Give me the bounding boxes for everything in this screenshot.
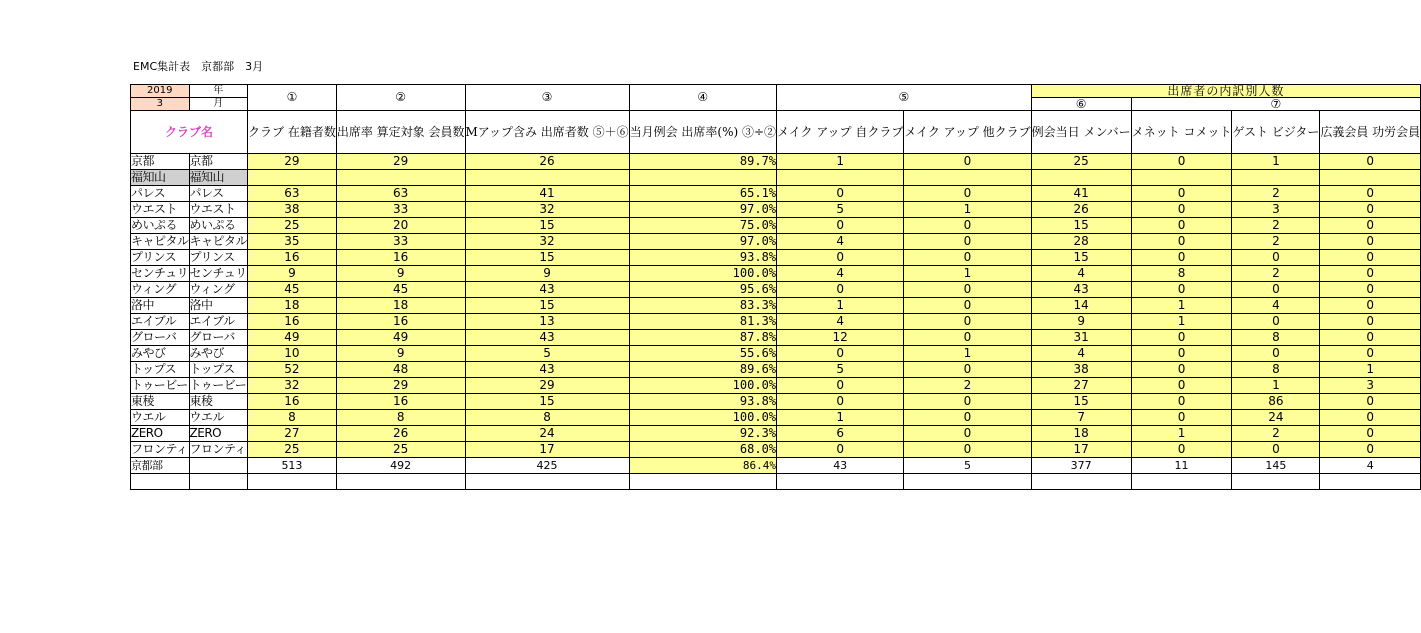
table-cell: 6: [777, 426, 904, 442]
header-makeup-own: メイク アップ 自クラブ: [777, 111, 904, 154]
table-cell: 0: [777, 442, 904, 458]
club-name: 東稜: [131, 394, 190, 410]
table-cell: 33: [336, 202, 465, 218]
month-value: 3: [131, 98, 190, 111]
table-cell: 3: [1320, 378, 1421, 394]
table-cell: 93.8%: [629, 394, 776, 410]
table-cell: 0: [1232, 282, 1320, 298]
total-cell: 145: [1232, 458, 1320, 474]
table-cell: 3: [1232, 202, 1320, 218]
table-cell: 86: [1232, 394, 1320, 410]
table-cell: 0: [904, 442, 1031, 458]
table-cell: 29: [248, 154, 337, 170]
table-cell: 0: [1320, 298, 1421, 314]
table-cell: 81.3%: [629, 314, 776, 330]
table-cell: 26: [336, 426, 465, 442]
header-enrolled: クラブ 在籍者数: [248, 111, 337, 154]
table-cell: 0: [904, 154, 1031, 170]
table-row: [131, 330, 1421, 346]
club-name: センチュリ: [131, 266, 189, 280]
blank-cell: [1031, 474, 1131, 490]
table-cell: 89.6%: [629, 362, 776, 378]
table-cell: 0: [777, 394, 904, 410]
club-name: 福知山: [131, 170, 190, 186]
table-cell: 0: [1131, 250, 1232, 266]
table-cell: 95.6%: [629, 282, 776, 298]
table-cell: 0: [1320, 330, 1421, 346]
table-cell: 5: [465, 346, 629, 362]
club-name-alt: フロンティ: [189, 442, 247, 456]
table-cell: 0: [777, 186, 904, 202]
table-cell: 65.1%: [629, 186, 776, 202]
table-cell: 32: [248, 378, 337, 394]
table-cell: 0: [1131, 330, 1232, 346]
table-row: [131, 314, 1421, 330]
table-cell: 97.0%: [629, 234, 776, 250]
table-cell: 0: [777, 218, 904, 234]
table-cell: [629, 170, 776, 186]
table-cell: 0: [1131, 346, 1232, 362]
table-cell: 43: [465, 362, 629, 378]
table-cell: 24: [465, 426, 629, 442]
table-cell: 29: [336, 378, 465, 394]
table-cell: 52: [248, 362, 337, 378]
table-cell: 83.3%: [629, 298, 776, 314]
club-name-alt: めいぷる: [189, 218, 248, 234]
table-row: [131, 410, 1421, 426]
table-cell: 97.0%: [629, 202, 776, 218]
table-row: [131, 154, 1421, 170]
table-cell: 2: [1232, 426, 1320, 442]
table-cell: 0: [904, 394, 1031, 410]
table-cell: 0: [904, 314, 1031, 330]
table-cell: 0: [1320, 186, 1421, 202]
table-cell: 16: [336, 394, 465, 410]
table-cell: 0: [777, 378, 904, 394]
table-cell: 15: [1031, 250, 1131, 266]
table-cell: 16: [336, 314, 465, 330]
table-cell: 2: [1232, 218, 1320, 234]
table-cell: 0: [1131, 410, 1232, 426]
table-cell: 0: [1232, 442, 1320, 458]
table-cell: 38: [248, 202, 337, 218]
total-label-blank: [189, 458, 248, 474]
table-cell: 16: [336, 250, 465, 266]
club-name-alt: ウエル: [189, 410, 248, 426]
table-row: [131, 186, 1421, 202]
year-label: 年: [189, 85, 248, 98]
table-cell: 1: [1131, 426, 1232, 442]
table-cell: 0: [1131, 218, 1232, 234]
blank-cell: [777, 474, 904, 490]
table-cell: 9: [248, 266, 337, 282]
table-cell: 4: [1232, 298, 1320, 314]
table-row: [131, 250, 1421, 266]
club-name-alt: ウィング: [189, 282, 248, 298]
table-cell: 0: [1320, 394, 1421, 410]
table-cell: 8: [465, 410, 629, 426]
table-cell: [1131, 170, 1232, 186]
table-cell: 16: [248, 314, 337, 330]
club-name: パレス: [131, 186, 190, 202]
table-cell: 8: [1232, 362, 1320, 378]
blank-cell: [465, 474, 629, 490]
table-cell: 43: [465, 282, 629, 298]
table-row: [131, 346, 1421, 362]
blank-cell: [629, 474, 776, 490]
table-cell: 8: [1232, 330, 1320, 346]
club-name: トップス: [131, 362, 190, 378]
table-cell: 100.0%: [629, 266, 776, 282]
club-name-alt: 京都: [189, 154, 248, 170]
table-row: [131, 426, 1421, 442]
header-meeting-members: 例会当日 メンバー: [1031, 111, 1131, 154]
table-cell: 0: [904, 218, 1031, 234]
table-cell: 9: [465, 266, 629, 282]
table-cell: 17: [465, 442, 629, 458]
blank-cell: [189, 474, 248, 490]
table-cell: 27: [1031, 378, 1131, 394]
table-cell: 16: [248, 250, 337, 266]
table-cell: 1: [904, 202, 1031, 218]
table-cell: 100.0%: [629, 410, 776, 426]
table-cell: 43: [465, 330, 629, 346]
table-cell: 0: [777, 282, 904, 298]
table-cell: 5: [777, 362, 904, 378]
header-attendees: Mアップ含み 出席者数 ⑤＋⑥: [465, 111, 629, 154]
table-cell: 89.7%: [629, 154, 776, 170]
table-cell: 4: [777, 234, 904, 250]
table-cell: 0: [1232, 250, 1320, 266]
table-cell: 38: [1031, 362, 1131, 378]
club-name: プリンス: [131, 250, 190, 266]
table-cell: [1232, 170, 1320, 186]
blank-cell: [1232, 474, 1320, 490]
col-number-4: ④: [629, 85, 776, 111]
club-name-alt: ZERO: [189, 426, 248, 442]
table-cell: 41: [1031, 186, 1131, 202]
club-name-alt: 福知山: [189, 170, 248, 186]
table-cell: 15: [1031, 394, 1131, 410]
table-cell: 45: [248, 282, 337, 298]
table-cell: 18: [336, 298, 465, 314]
table-cell: [1031, 170, 1131, 186]
table-cell: 32: [465, 234, 629, 250]
table-cell: 0: [1131, 442, 1232, 458]
table-cell: 87.8%: [629, 330, 776, 346]
header-attendance-rate: 当月例会 出席率(%) ③÷②: [629, 111, 776, 154]
club-name: みやび: [131, 346, 190, 362]
table-cell: 4: [1031, 266, 1131, 282]
table-cell: 16: [248, 394, 337, 410]
table-cell: 9: [336, 346, 465, 362]
table-cell: 24: [1232, 410, 1320, 426]
year-value: 2019: [131, 85, 190, 98]
club-name-alt: パレス: [189, 186, 248, 202]
table-cell: 0: [904, 250, 1031, 266]
table-cell: 29: [465, 378, 629, 394]
table-cell: 18: [248, 298, 337, 314]
blank-cell: [248, 474, 337, 490]
club-name-alt: グローバ: [189, 330, 248, 346]
table-cell: 15: [465, 394, 629, 410]
total-row: [131, 458, 1421, 474]
table-cell: 48: [336, 362, 465, 378]
table-cell: 27: [248, 426, 337, 442]
club-name-alt: 東稜: [189, 394, 248, 410]
table-cell: 1: [1232, 154, 1320, 170]
table-cell: 0: [1131, 154, 1232, 170]
club-name: グローバ: [131, 330, 190, 346]
table-cell: 0: [1320, 250, 1421, 266]
table-cell: 1: [777, 410, 904, 426]
table-cell: 31: [1031, 330, 1131, 346]
table-cell: 29: [336, 154, 465, 170]
table-cell: 25: [1031, 154, 1131, 170]
club-name-alt: みやび: [189, 346, 248, 362]
club-name: トゥービー: [131, 378, 188, 392]
table-cell: 0: [1320, 154, 1421, 170]
table-cell: 55.6%: [629, 346, 776, 362]
table-cell: 9: [1031, 314, 1131, 330]
total-cell: 11: [1131, 458, 1232, 474]
blank-cell: [1131, 474, 1232, 490]
table-cell: 0: [904, 362, 1031, 378]
table-cell: [248, 170, 337, 186]
table-cell: [777, 170, 904, 186]
total-cell: 492: [336, 458, 465, 474]
table-cell: 10: [248, 346, 337, 362]
header-eligible-members: 出席率 算定対象 会員数: [336, 111, 465, 154]
club-name-alt: トゥービー: [189, 378, 247, 392]
club-name: めいぷる: [131, 218, 190, 234]
club-name: キャピタル: [131, 234, 189, 248]
table-cell: 0: [904, 298, 1031, 314]
table-cell: 0: [1232, 346, 1320, 362]
header-menettes: メネット コメット: [1131, 111, 1232, 154]
table-cell: 0: [1320, 410, 1421, 426]
table-row: [131, 202, 1421, 218]
club-name-alt: 洛中: [189, 298, 248, 314]
table-cell: 25: [248, 218, 337, 234]
table-cell: 33: [336, 234, 465, 250]
total-cell: 43: [777, 458, 904, 474]
club-name-alt: ウエスト: [189, 202, 248, 218]
club-name: 洛中: [131, 298, 190, 314]
table-cell: 0: [1320, 346, 1421, 362]
table-cell: 0: [904, 282, 1031, 298]
table-cell: 0: [777, 250, 904, 266]
month-label: 月: [189, 98, 248, 111]
table-cell: 8: [1131, 266, 1232, 282]
table-row: [131, 394, 1421, 410]
table-cell: 15: [465, 218, 629, 234]
table-cell: 0: [1131, 186, 1232, 202]
table-cell: [465, 170, 629, 186]
col-number-2: ②: [336, 85, 465, 111]
table-cell: 9: [336, 266, 465, 282]
total-cell: 5: [904, 458, 1031, 474]
total-cell: 377: [1031, 458, 1131, 474]
table-cell: 41: [465, 186, 629, 202]
table-cell: 63: [336, 186, 465, 202]
table-cell: 20: [336, 218, 465, 234]
table-cell: 93.8%: [629, 250, 776, 266]
table-cell: 0: [904, 330, 1031, 346]
table-cell: 2: [1232, 186, 1320, 202]
club-name: エイブル: [131, 314, 190, 330]
total-cell: 513: [248, 458, 337, 474]
table-cell: 0: [1232, 314, 1320, 330]
blank-row: [131, 474, 1421, 490]
table-cell: 13: [465, 314, 629, 330]
table-cell: 32: [465, 202, 629, 218]
table-cell: 4: [777, 266, 904, 282]
table-cell: 15: [1031, 218, 1131, 234]
table-cell: 1: [1131, 314, 1232, 330]
table-cell: 15: [465, 250, 629, 266]
header-guests: ゲスト ビジター: [1232, 111, 1320, 154]
table-cell: 0: [1131, 378, 1232, 394]
club-name: ウエスト: [131, 202, 190, 218]
table-cell: 45: [336, 282, 465, 298]
table-cell: 0: [777, 346, 904, 362]
document-title: EMC集計表 京都部 3月: [133, 60, 264, 73]
table-cell: 2: [1232, 266, 1320, 282]
col-number-5: ⑤: [777, 85, 1032, 111]
total-label: 京都部: [131, 458, 190, 474]
col-number-3: ③: [465, 85, 629, 111]
table-cell: 1: [1131, 298, 1232, 314]
total-cell: 425: [465, 458, 629, 474]
blank-cell: [131, 474, 190, 490]
table-row: [131, 362, 1421, 378]
aggregate-table: [130, 84, 1421, 490]
table-cell: 4: [1031, 346, 1131, 362]
table-cell: 28: [1031, 234, 1131, 250]
table-cell: 0: [1131, 234, 1232, 250]
table-row: [131, 170, 1421, 186]
table-cell: 8: [336, 410, 465, 426]
club-name-alt: センチュリ: [189, 266, 247, 280]
blank-cell: [904, 474, 1031, 490]
table-row: [131, 378, 1421, 394]
table-row: [131, 442, 1421, 458]
blank-cell: [1320, 474, 1421, 490]
table-row: [131, 298, 1421, 314]
attendance-breakdown-header: 出席者の内訳別人数: [1031, 85, 1421, 98]
table-cell: 0: [904, 410, 1031, 426]
table-cell: 26: [1031, 202, 1131, 218]
table-cell: 63: [248, 186, 337, 202]
blank-cell: [336, 474, 465, 490]
table-cell: 100.0%: [629, 378, 776, 394]
header-honorary: 広義会員 功労会員: [1320, 111, 1421, 154]
table-cell: 12: [777, 330, 904, 346]
table-cell: 0: [1131, 282, 1232, 298]
table-cell: 25: [248, 442, 337, 458]
table-row: [131, 218, 1421, 234]
table-cell: 14: [1031, 298, 1131, 314]
club-name: ウエル: [131, 410, 190, 426]
table-cell: 0: [1131, 362, 1232, 378]
table-cell: 0: [1320, 202, 1421, 218]
club-name-alt: トップス: [189, 362, 248, 378]
club-name-alt: エイブル: [189, 314, 248, 330]
table-cell: 0: [1320, 314, 1421, 330]
table-cell: 15: [465, 298, 629, 314]
table-row: [131, 266, 1421, 282]
table-cell: 0: [1320, 442, 1421, 458]
table-cell: 0: [1131, 202, 1232, 218]
table-cell: 18: [1031, 426, 1131, 442]
total-cell: 4: [1320, 458, 1421, 474]
club-name: 京都: [131, 154, 190, 170]
table-cell: [1320, 170, 1421, 186]
table-cell: 1: [1320, 362, 1421, 378]
table-cell: 7: [1031, 410, 1131, 426]
table-cell: 5: [777, 202, 904, 218]
table-cell: [904, 170, 1031, 186]
table-cell: 1: [904, 266, 1031, 282]
table-cell: 0: [1320, 266, 1421, 282]
table-body: [131, 85, 1421, 490]
table-cell: 25: [336, 442, 465, 458]
table-cell: 4: [777, 314, 904, 330]
table-cell: 0: [1131, 394, 1232, 410]
table-cell: 75.0%: [629, 218, 776, 234]
table-cell: 0: [1320, 218, 1421, 234]
table-cell: 0: [904, 234, 1031, 250]
table-cell: 0: [904, 426, 1031, 442]
table-cell: 2: [1232, 234, 1320, 250]
table-cell: 49: [248, 330, 337, 346]
table-cell: 2: [904, 378, 1031, 394]
table-cell: 1: [777, 298, 904, 314]
table-cell: 0: [1320, 282, 1421, 298]
header-makeup-other: メイク アップ 他クラブ: [904, 111, 1031, 154]
table-row: [131, 234, 1421, 250]
table-cell: 68.0%: [629, 442, 776, 458]
club-name: ウィング: [131, 282, 190, 298]
table-cell: 8: [248, 410, 337, 426]
table-cell: 1: [1232, 378, 1320, 394]
table-cell: 92.3%: [629, 426, 776, 442]
table-row: [131, 282, 1421, 298]
club-name-header: クラブ名: [131, 111, 248, 154]
table-cell: [336, 170, 465, 186]
col-number-1: ①: [248, 85, 337, 111]
table-cell: 17: [1031, 442, 1131, 458]
col-number-7: ⑦: [1131, 98, 1421, 111]
club-name-alt: プリンス: [189, 250, 248, 266]
table-cell: 35: [248, 234, 337, 250]
club-name: ZERO: [131, 426, 190, 442]
table-cell: 1: [904, 346, 1031, 362]
table-cell: 0: [1320, 234, 1421, 250]
table-cell: 0: [904, 186, 1031, 202]
table-cell: 26: [465, 154, 629, 170]
club-name-alt: キャピタル: [189, 234, 248, 248]
club-name: フロンティ: [131, 442, 188, 456]
total-cell: 86.4%: [629, 458, 776, 474]
table-cell: 1: [777, 154, 904, 170]
table-cell: 49: [336, 330, 465, 346]
table-cell: 0: [1320, 426, 1421, 442]
col-number-6: ⑥: [1031, 98, 1131, 111]
table-cell: 43: [1031, 282, 1131, 298]
